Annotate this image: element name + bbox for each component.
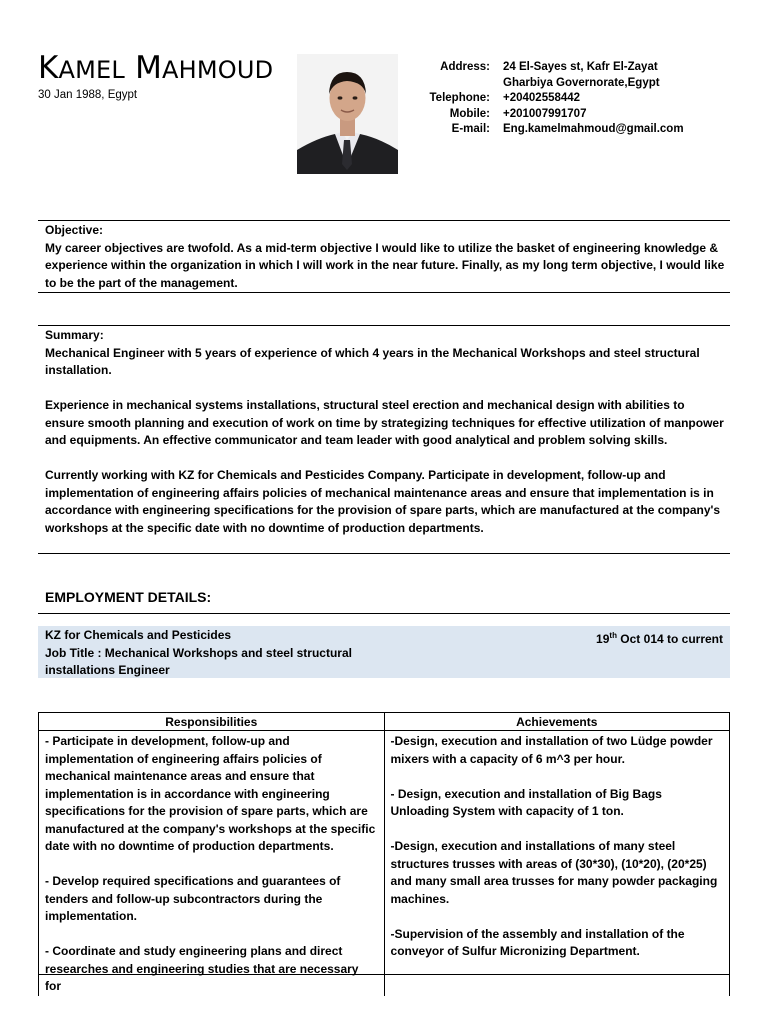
objective-section xyxy=(45,222,725,292)
employment-heading: EMPLOYMENT DETAILS: xyxy=(45,589,212,605)
divider xyxy=(38,974,730,975)
contact-telephone: Telephone: +20402558442 xyxy=(429,92,581,104)
summary-paragraph: Mechanical Engineer with 5 years of experience of which 4 years in the Mechanical Workshops and steel structural installation. xyxy=(45,345,700,377)
summary-title: Summary: xyxy=(45,328,104,342)
objective-title: Objective: xyxy=(45,223,104,237)
profile-photo xyxy=(297,54,398,174)
list-item: - Design, execution and installation of Big Bags Unloading System with capacity of 1 ton. xyxy=(390,786,662,818)
employment-dates: 19th Oct 014 to current xyxy=(596,631,723,646)
email-link[interactable]: Eng.kamelmahmoud@gmail.com xyxy=(503,123,684,135)
job-header xyxy=(38,626,730,678)
objective-text: My career objectives are twofold. As a mid-term objective I would like to utilize the basket of engineering knowledge & experience within the organization in which I will work in the near future. Finally, as my long term objective, I would like to be the part of the management. xyxy=(45,240,725,290)
contact-email: E-mail: Eng.kamelmahmoud@gmail.com xyxy=(414,122,684,138)
divider xyxy=(38,613,730,614)
summary-section xyxy=(45,327,725,537)
divider xyxy=(38,325,730,326)
company-name: KZ for Chemicals and Pesticides xyxy=(45,628,232,642)
achievements-cell xyxy=(384,731,729,996)
list-item: - Coordinate and study engineering plans and direct researches and engineering studies that are necessary for xyxy=(45,944,359,993)
candidate-name: KAMEL MAHMOUD xyxy=(38,50,274,86)
divider xyxy=(38,220,730,221)
responsibilities-table xyxy=(38,712,730,996)
contact-block xyxy=(414,60,684,138)
list-item: - Develop required specifications and guarantees of tenders and follow-up subcontractors during the implementation. xyxy=(45,874,341,923)
divider xyxy=(38,553,730,554)
contact-mobile: Mobile: +201007991707 xyxy=(449,107,587,120)
list-item: -Design, execution and installations of many steel structures trusses with areas of (30*30), (10*20), (20*25) and many small area trusses for many powder packaging machines. xyxy=(390,839,718,906)
divider xyxy=(38,292,730,293)
summary-paragraph: Experience in mechanical systems installations, structural steel erection and mechanical design with abilities to ensure smooth planning and execution of work on time by strategizing techniques for effective utilization of manpower and equipments. An effective communicator and team leader with good analytical and problem solving skills. xyxy=(45,398,724,447)
col-header-responsibilities: Responsibilities xyxy=(39,713,385,731)
list-item: -Design, execution and installation of two Lüdge powder mixers with a capacity of 6 m^3 per hour. xyxy=(390,734,713,766)
job-title: Job Title : Mechanical Workshops and steel structural installations Engineer xyxy=(45,645,352,677)
list-item: - Participate in development, follow-up and implementation of engineering affairs policies of mechanical maintenance areas and ensure that implementation is in accordance with engineering specifications for the provision of spare parts, which are manufactured at the company's workshops at the specific date with no downtime of production departments. xyxy=(45,734,376,853)
contact-address-line2: Gharbiya Governorate,Egypt xyxy=(503,76,660,89)
list-item: -Supervision of the assembly and installation of the conveyor of Sulfur Micronizing Department. xyxy=(390,926,685,958)
responsibilities-cell xyxy=(39,731,385,996)
col-header-achievements: Achievements xyxy=(384,713,729,731)
contact-address: Address: 24 El-Sayes st, Kafr El-Zayat xyxy=(440,61,658,73)
summary-paragraph: Currently working with KZ for Chemicals and Pesticides Company. Participate in development, follow-up and implementation of engineering affairs policies of mechanical maintenance areas and ensure that implementation is in accordance with engineering specifications for the provision of spare parts, which are manufactured at the company's workshops at the specific date with no downtime of production departments. xyxy=(45,468,721,535)
date-of-birth: 30 Jan 1988, Egypt xyxy=(38,89,138,101)
